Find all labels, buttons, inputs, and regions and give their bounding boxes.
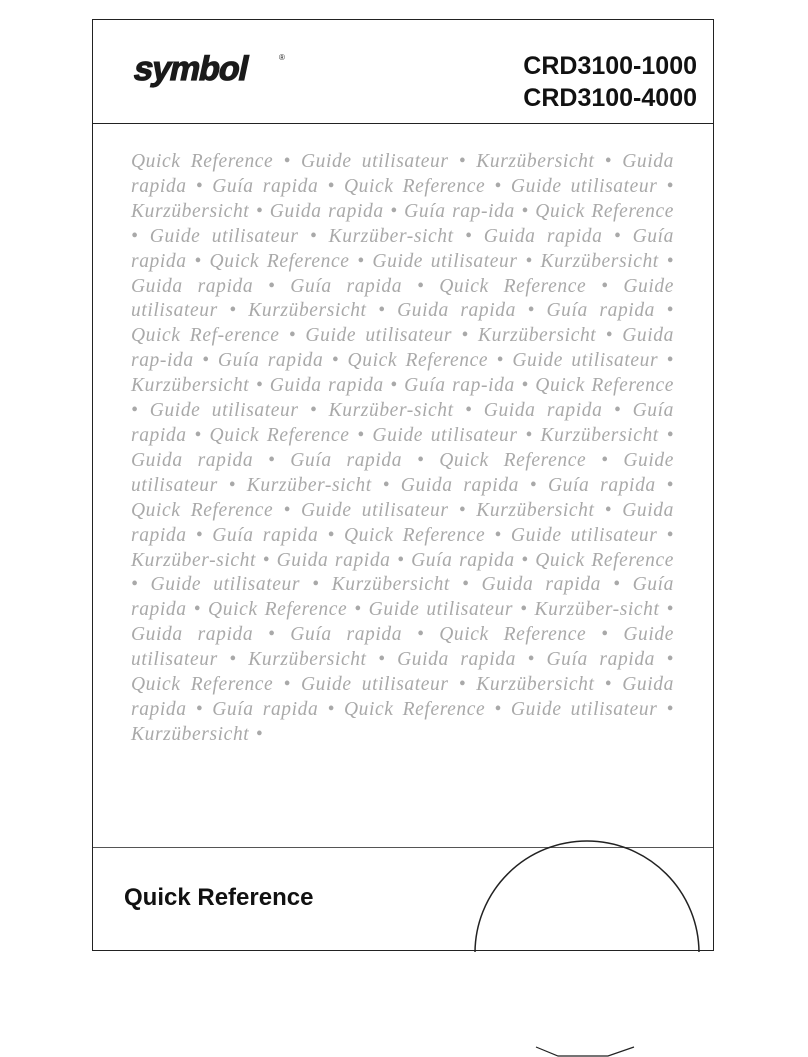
multilingual-watermark-text: Quick Reference • Guide utilisateur • Kurzübersicht • Guida rapida • Guía rapida • Quick Reference • Guide utilisateur • Kurzübersicht • Guida rapida • Guía rap-ida • Quick Reference • Guide utilisateur • Kurzüber-sicht • Guida rapida • Guía rapida • Quick Reference • Guide utilisateur • Kurzübersicht • Guida rapida • Guía rapida • Quick Reference • Guide utilisateur • Kurzübersicht • Guida rapida • Guía rapida • Quick Ref-erence • Guide utilisateur • Kurzübersicht • Guida rap-ida • Guía rapida • Quick Reference • Guide utilisateur • Kurzübersicht • Guida rapida • Guía rap-ida • Quick Reference • Guide utilisateur • Kurzüber-sicht • Guida rapida • Guía rapida • Quick Reference • Guide utilisateur • Kurzübersicht • Guida rapida • Guía rapida • Quick Reference • Guide utilisateur • Kurzüber-sicht • Guida rapida • Guía rapida • Quick Reference • Guide utilisateur • Kurzübersicht • Guida rapida • Guía rapida • Quick Reference • Guide utilisateur • Kurzüber-sicht • Guida rapida • Guía rapida • Quick Reference • Guide utilisateur • Kurzübersicht • Guida rapida • Guía rapida • Quick Reference • Guide utilisateur • Kurzüber-sicht • Guida rapida • Guía rapida • Quick Reference • Guide utilisateur • Kurzübersicht • Guida rapida • Guía rapida • Quick Reference • Guide utilisateur • Kurzübersicht • Guida rapida • Guía rapida • Quick Reference • Guide utilisateur • Kurzübersicht • bbox=[131, 151, 674, 745]
decorative-circle bbox=[473, 835, 701, 952]
model-numbers bbox=[523, 50, 697, 114]
model-number-1: CRD3100-1000 bbox=[523, 52, 697, 80]
registered-mark: ® bbox=[279, 53, 285, 62]
symbol-logo bbox=[129, 48, 289, 92]
logo-wordmark: symbol bbox=[130, 50, 252, 88]
document-title: Quick Reference bbox=[124, 884, 314, 911]
decorative-arc-below bbox=[530, 1046, 640, 1057]
cover-page bbox=[92, 19, 714, 951]
model-number-2: CRD3100-4000 bbox=[523, 84, 697, 112]
cover-header bbox=[93, 20, 713, 124]
